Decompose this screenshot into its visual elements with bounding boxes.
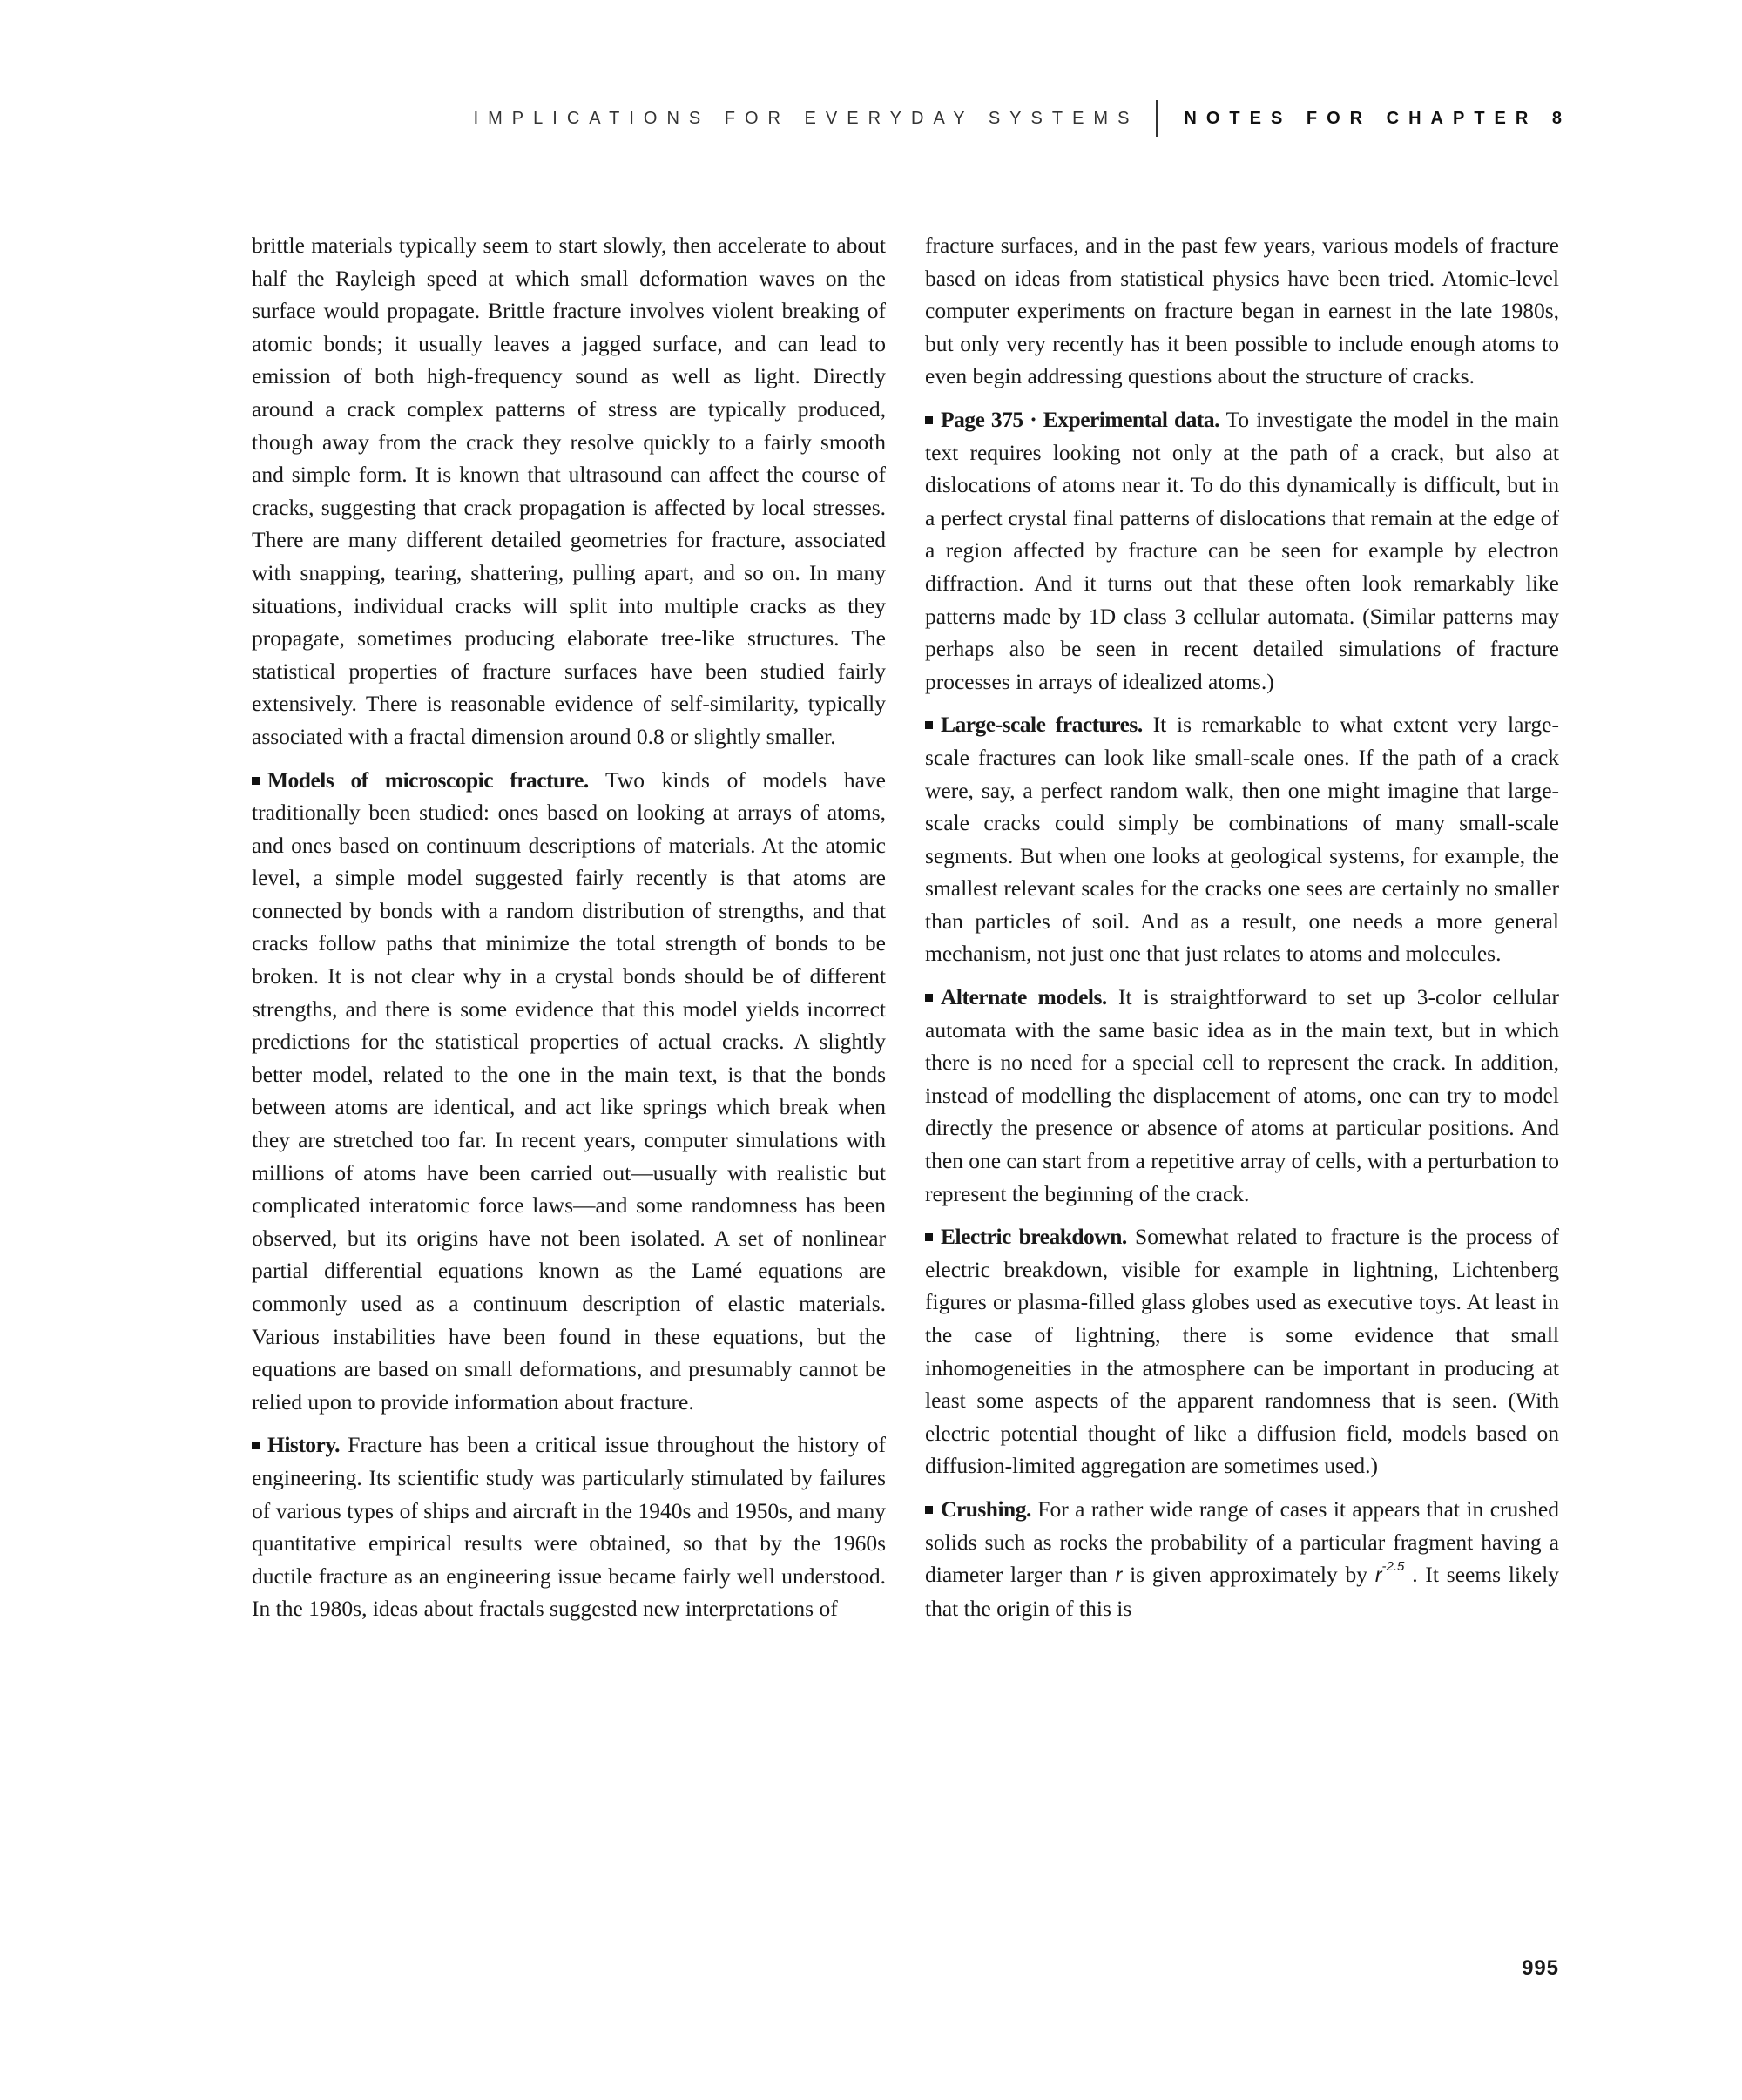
note-body: It is remarkable to what extent very large-scale fractures can look like small-scale ones. If the path of a crack were, say, a perfect random walk, then one might imagine that large-scale cracks could simply be combinations of many small-scale segments. But when one looks at geological systems, for example, the smallest relevant scales for the cracks one sees are certainly no smaller than particles of soil. And as a result, one needs a more general mechanism, not just one that just relates to atoms and molecules.: [925, 712, 1559, 967]
note-large-scale-fractures: [925, 708, 1559, 970]
note-models: [252, 764, 886, 1419]
note-heading: Crushing.: [941, 1496, 1031, 1522]
note-crushing: [925, 1493, 1559, 1624]
bullet-icon: [925, 721, 933, 729]
note-history: [252, 1428, 886, 1625]
bullet-icon: [925, 1233, 933, 1241]
power-base: r: [1374, 1563, 1382, 1587]
note-electric-breakdown: [925, 1220, 1559, 1482]
note-body: Two kinds of models have traditionally been studied: ones based on looking at arrays of atoms, and ones based on continuum descriptions of materials. At the atomic level, a simple model suggested fairly recently is that atoms are connected by bonds with a random distribution of strengths, and that cracks follow paths that minimize the total strength of bonds to be broken. It is not clear why in a crystal bonds should be of different strengths, and there is some evidence that this model yields incorrect predictions for the statistical properties of actual cracks. A slightly better model, related to the one in the main text, is that the bonds between atoms are identical, and act like springs which break when they are stretched too far. In recent years, computer simulations with millions of atoms have been carried out—usually with realistic but complicated interatomic force laws—and some randomness has been observed, but its origins have not been isolated. A set of nonlinear partial differential equations known as the Lamé equations are commonly used as a continuum description of elastic materials. Various instabilities have been found in these equations, but the equations are based on small deformations, and presumably cannot be relied upon to provide information about fracture.: [252, 766, 886, 1415]
note-heading: Page 375 · Experimental data.: [941, 406, 1219, 432]
intro-text: brittle materials typically seem to start slowly, then accelerate to about half the Rayleigh speed at which small deformation waves on the surface would propagate. Brittle fracture involves violent breaking of atomic bonds; it usually leaves a jagged surface, and can lead to emission of both high-frequency sound as well as light. Directly around a crack complex patterns of stress are typically produced, though away from the crack they resolve quickly to a fairly smooth and simple form. It is known that ultrasound can affect the course of cracks, suggesting that crack propagation is affected by local stresses. There are many different detailed geometries for fracture, associated with snapping, tearing, shattering, pulling apart, and so on. In many situations, individual cracks will split into multiple cracks as they propagate, sometimes producing elaborate tree-like structures. The statistical properties of fracture surfaces have been studied fairly extensively. There is reasonable evidence of self-similarity, typically associated with a fractal dimension around 0.8 or slightly smaller.: [252, 233, 886, 749]
note-heading: Alternate models.: [941, 984, 1107, 1010]
running-header: [0, 99, 1571, 138]
note-heading: Models of microscopic fracture.: [267, 766, 589, 793]
right-column: [925, 229, 1559, 1635]
bullet-icon: [925, 994, 933, 1002]
note-body: Fracture has been a critical issue throughout the history of engineering. Its scientific study was particularly stimulated by failures of various types of ships and aircraft in the 1940s and 1950s, and many quantitative empirical results were obtained, so that by the 1960s ductile fracture as an engineering issue became fairly well understood. In the 1980s, ideas about fractals suggested new interpretations of: [252, 1432, 887, 1622]
note-body: Somewhat related to fracture is the process of electric breakdown, visible for example in lightning, Lichtenberg figures or plasma-filled glass globes used as executive toys. At least in the case of lightning, there is some evidence that small inhomogeneities in the atmosphere can be important in producing at least some aspects of the apparent randomness that is seen. (With electric potential thought of like a diffusion field, models based on diffusion-limited aggregation are sometimes used.): [925, 1224, 1560, 1479]
left-column: [252, 229, 886, 1636]
note-body: is given approximately by: [1130, 1562, 1367, 1588]
note-heading: Large-scale fractures.: [941, 712, 1143, 738]
bullet-icon: [925, 416, 933, 424]
note-heading: History.: [267, 1432, 341, 1458]
header-divider: [1156, 100, 1158, 137]
note-heading: Electric breakdown.: [941, 1224, 1127, 1250]
note-body: To investigate the model in the main text requires looking not only at the path of a crack, but also at dislocations of atoms near it. To do this dynamically is difficult, but in a perfect crystal final patterns of dislocations that remain at the edge of a region affected by fracture can be seen for example by electron diffraction. And it turns out that these often look remarkably like patterns made by 1D class 3 cellular automata. (Similar patterns may perhaps also be seen in recent detailed simulations of fracture processes in arrays of idealized atoms.): [925, 406, 1559, 694]
page-number: 995: [1522, 1956, 1559, 1980]
bullet-icon: [252, 1442, 260, 1449]
bullet-icon: [925, 1506, 933, 1514]
power-exponent: -2.5: [1381, 1559, 1405, 1575]
note-body: . It seems likely that the origin of this is: [925, 1562, 1560, 1621]
chapter-title: NOTES FOR CHAPTER 8: [1184, 108, 1571, 128]
section-title: IMPLICATIONS FOR EVERYDAY SYSTEMS: [473, 108, 1139, 128]
paragraph-intro: [252, 229, 886, 753]
note-body: It is straightforward to set up 3-color cellular automata with the same basic idea as in the main text, but in which there is no need for a special cell to represent the crack. In addition, instead of modelling the displacement of atoms, one can try to model directly the presence or absence of atoms at particular positions. And then one can start from a repetitive array of cells, with a perturbation to represent the beginning of the crack.: [925, 984, 1560, 1206]
paragraph-continued: [925, 229, 1559, 393]
bullet-icon: [252, 777, 260, 785]
note-alternate-models: [925, 981, 1559, 1210]
continued-text: fracture surfaces, and in the past few years, various models of fracture based on ideas from statistical physics have been tried. Atomic-level computer experiments on fracture began in earnest in the late 1980s, but only very recently has it been possible to include enough atoms to even begin addressing questions about the structure of cracks.: [925, 233, 1559, 389]
variable-r: r: [1115, 1563, 1123, 1587]
note-body: For a rather wide range of cases it appears that in crushed solids such as rocks the probability of a particular fragment having a diameter larger than: [925, 1496, 1559, 1588]
note-experimental-data: [925, 403, 1559, 698]
